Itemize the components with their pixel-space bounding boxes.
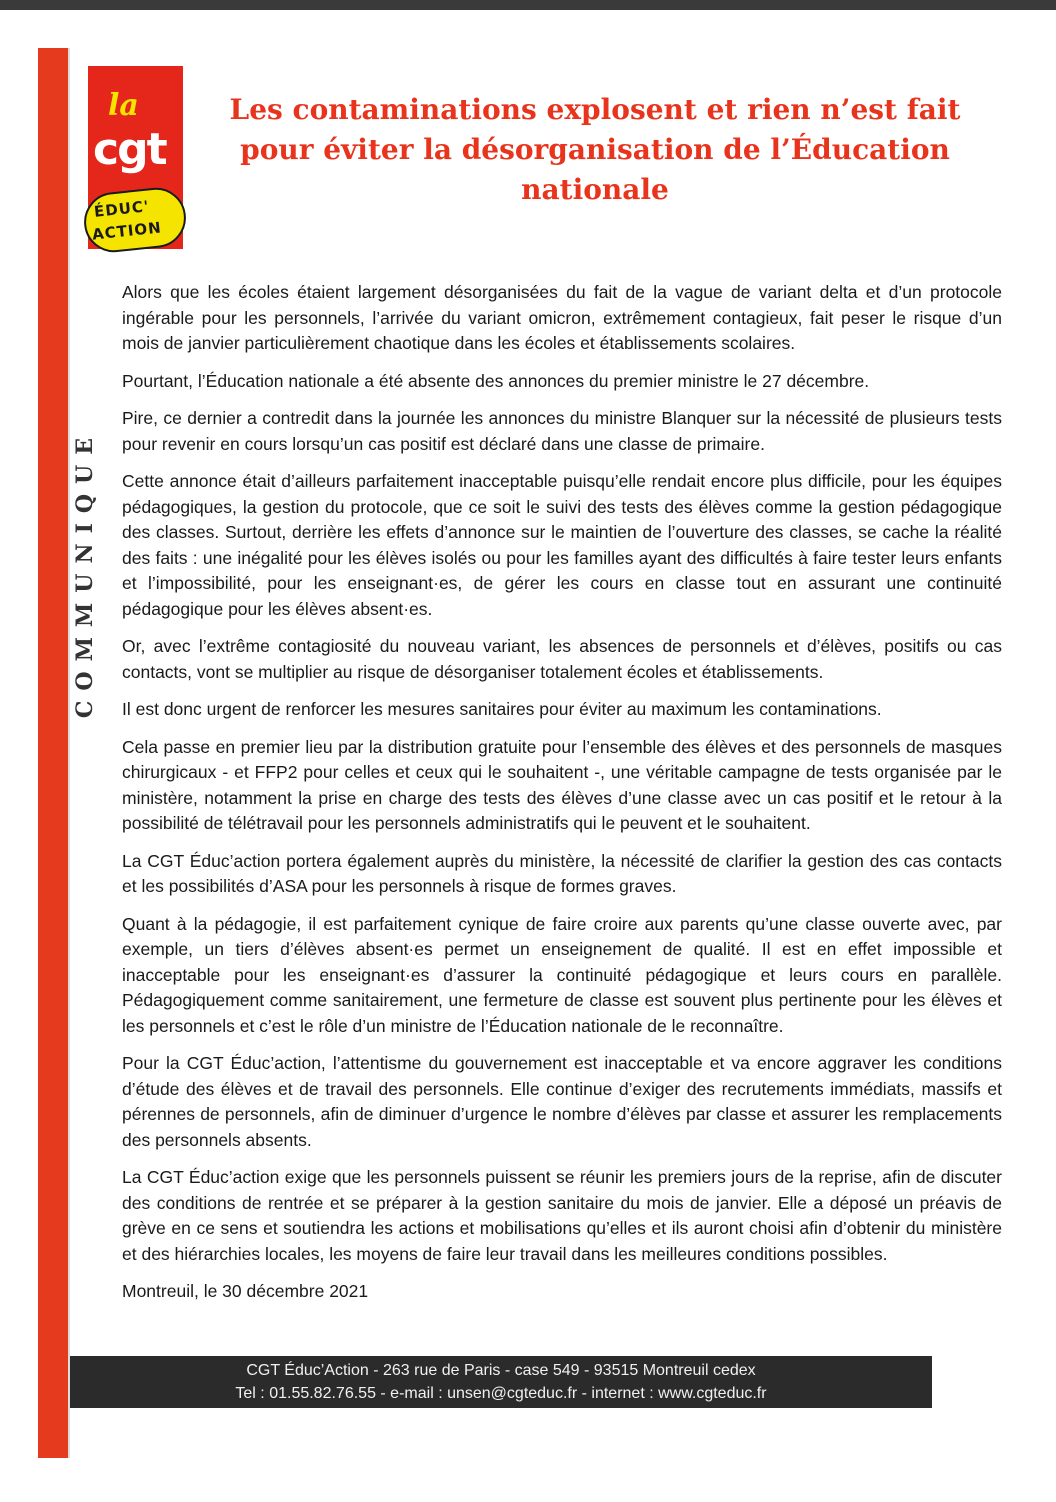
side-accent-bar: [38, 48, 68, 1458]
logo-action-text: ACTION: [91, 218, 163, 244]
footer-address: CGT Éduc’Action - 263 rue de Paris - case 549 - 93515 Montreuil cedex: [246, 1362, 756, 1379]
body-paragraph: Il est donc urgent de renforcer les mesures sanitaires pour éviter au maximum les contaminations.: [122, 699, 882, 719]
footer-contact: Tel : 01.55.82.76.55 - e-mail : unsen@cgteduc.fr - internet : www.cgteduc.fr: [235, 1385, 767, 1402]
body-paragraph: Pire, ce dernier a contredit dans la journée les annonces du ministre Blanquer sur la nécessité de plusieurs tests pour revenir en cours lorsqu’un cas positif est déclaré dans une classe de primaire.: [122, 408, 1002, 454]
body-paragraph: Pour la CGT Éduc’action, l’attentisme du gouvernement est inacceptable et va encore aggraver les conditions d’étude des élèves et de travail des personnels. Elle continue d’exiger des recrutements immédiats, massifs et pérennes de personnels, afin de diminuer d’urgence le nombre d’élèves par classe et assurer les remplacements des personnels absents.: [122, 1053, 1002, 1150]
footer: [70, 1356, 932, 1408]
body-paragraph: Or, avec l’extrême contagiosité du nouveau variant, les absences de personnels et d’élèves, positifs ou cas contacts, vont se multiplier au risque de désorganiser totalement écoles et établissements.: [122, 636, 1002, 682]
signature: Montreuil, le 30 décembre 2021: [122, 1281, 369, 1301]
body-paragraph: Quant à la pédagogie, il est parfaitement cynique de faire croire aux parents qu’une classe ouverte avec, par exemple, un tiers d’élèves absent·es permet un enseignement de qualité. Il est en effet impossible et inacceptable pour les enseignant·es d’assurer la continuité pédagogique et leurs cours en parallèle. Pédagogiquement comme sanitairement, une fermeture de classe est souvent plus pertinente pour les élèves et les personnels et c’est le rôle d’un ministre de l’Éducation nationale de le reconnaître.: [122, 913, 1002, 1036]
cgt-educaction-logo: [80, 58, 192, 264]
document-title: Les contaminations explosent et rien n’est fait pour éviter la désorganisation de l’Éducation nationale: [229, 93, 961, 206]
document-body: [122, 280, 1002, 1317]
body-paragraph: Pourtant, l’Éducation nationale a été absente des annonces du premier ministre le 27 décembre.: [122, 370, 870, 391]
body-paragraph: Cette annonce était d’ailleurs parfaitement inacceptable puisqu’elle rendait encore plus difficile, pour les équipes pédagogiques, la gestion du protocole, que ce soit le suivi des tests des élèves comme la gestion pédagogique des classes. Surtout, derrière les effets d’annonce sur le maintien de l’ouverture des classes, se cache la réalité des faits : une inégalité pour les élèves isolés ou pour les familles ayant des difficultés à faire tester leurs enfants et l’impossibilité, pour les enseignant·es, de gérer les cours en classe tout en assurant une continuité pédagogique pour les élèves absent·es.: [122, 471, 1002, 619]
body-paragraph: La CGT Éduc’action exige que les personnels puissent se réunir les premiers jours de la reprise, afin de discuter des conditions de rentrée et se préparer à la gestion sanitaire du mois de janvier. Elle a déposé un préavis de grève en ce sens et soutiendra les actions et mobilisations qu’elles et ils auront choisi afin d’obtenir du ministère et des hiérarchies locales, les moyens de faire leur travail dans les meilleures conditions possibles.: [122, 1167, 1002, 1264]
side-label-text: COMMUNIQUE: [72, 427, 98, 718]
logo-la-text: la: [108, 88, 139, 123]
body-paragraph: Alors que les écoles étaient largement désorganisées du fait de la vague de variant delta et d’un protocole ingérable pour les personnels, l’arrivée du variant omicron, extrêmement contagieux, fait peser le risque d’un mois de janvier particulièrement chaotique dans les écoles et établissements scolaires.: [122, 282, 1002, 353]
top-bar: [0, 0, 1056, 10]
logo-educ-text: ÉDUC': [93, 197, 151, 221]
body-paragraph: Cela passe en premier lieu par la distribution gratuite pour l’ensemble des élèves et des personnels de masques chirurgicaux - et FFP2 pour celles et ceux qui le souhaitent -, une véritable campagne de tests organisée par le ministère, notamment la prise en charge des tests des élèves d’une classe avec un cas positif et le retour à la possibilité de télétravail pour les personnels administratifs qui le peuvent et le souhaitent.: [122, 736, 1002, 833]
body-paragraph: La CGT Éduc’action portera également auprès du ministère, la nécessité de clarifier la gestion des cas contacts et les possibilités d’ASA pour les personnels à risque de formes graves.: [122, 850, 1002, 896]
logo-cgt-text: cgt: [93, 124, 166, 175]
